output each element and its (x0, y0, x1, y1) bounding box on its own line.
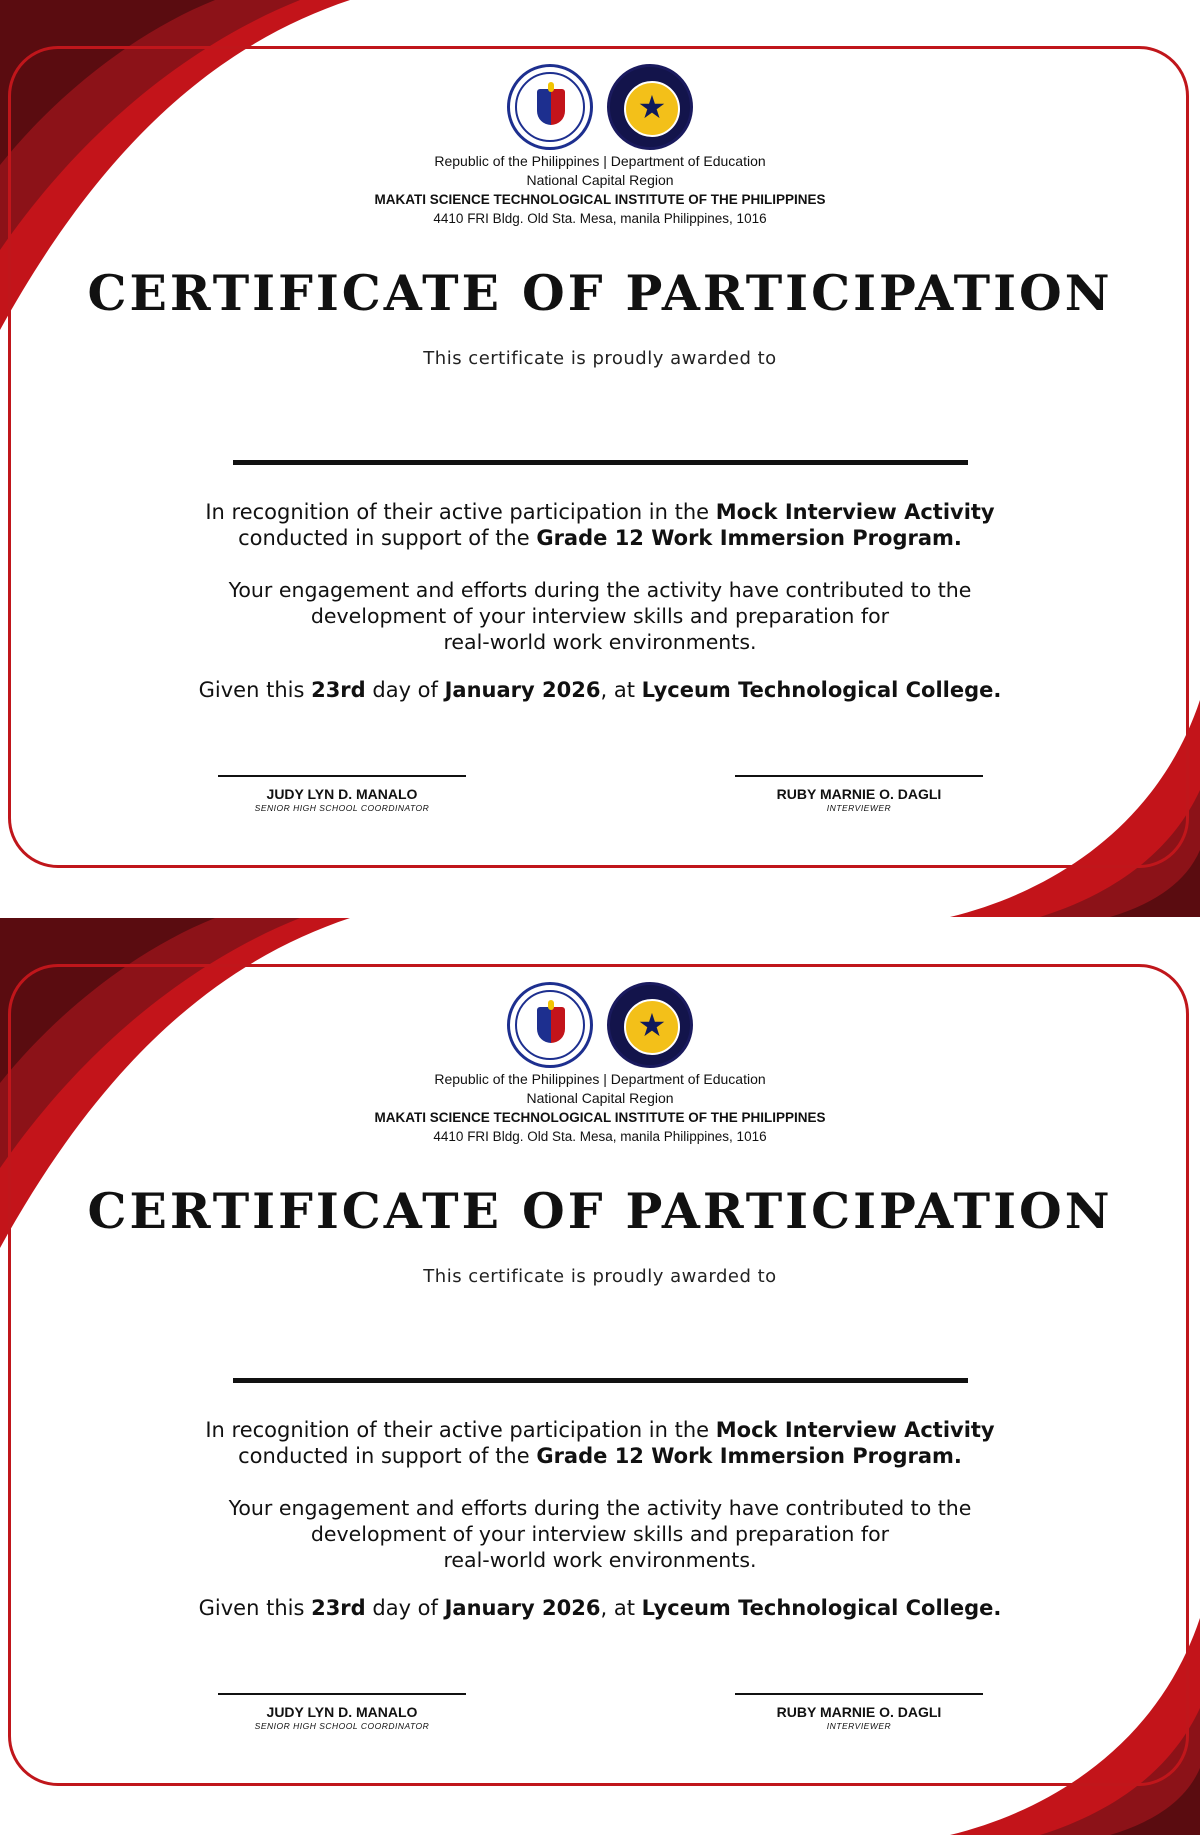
header-school-name: MAKATI SCIENCE TECHNOLOGICAL INSTITUTE OF THE PHILIPPINES (374, 192, 826, 207)
header-address: 4410 FRI Bldg. Old Sta. Mesa, manila Philippines, 1016 (433, 211, 767, 226)
signatory-name: RUBY MARNIE O. DAGLI (776, 1704, 942, 1720)
signatory-name: JUDY LYN D. MANALO (266, 1704, 418, 1720)
signatory-name: RUBY MARNIE O. DAGLI (776, 786, 942, 802)
signatory-role: INTERVIEWER (826, 803, 892, 813)
recipient-name-line (233, 460, 968, 465)
signatory-role: SENIOR HIGH SCHOOL COORDINATOR (254, 803, 430, 813)
awarded-to-text: This certificate is proudly awarded to (423, 1266, 777, 1287)
certificate-1 (0, 0, 1200, 917)
recognition-paragraph: In recognition of their active participation in the Mock Interview Activity conducted in support of the Grade 12 Work Immersion Program. (205, 1418, 995, 1468)
deped-seal-icon (507, 982, 593, 1068)
given-date-paragraph: Given this 23rd day of January 2026, at Lyceum Technological College. (198, 1596, 1002, 1620)
header-school-name: MAKATI SCIENCE TECHNOLOGICAL INSTITUTE OF THE PHILIPPINES (374, 1110, 826, 1125)
deped-seal-icon (507, 64, 593, 150)
signatory-coordinator (218, 1693, 466, 1731)
signatory-interviewer (735, 775, 983, 813)
signatory-coordinator (218, 775, 466, 813)
header-line-2: National Capital Region (526, 172, 674, 188)
header-line-2: National Capital Region (526, 1090, 674, 1106)
logos (0, 64, 1200, 150)
awarded-to-text: This certificate is proudly awarded to (423, 348, 777, 369)
signature-line (735, 775, 983, 777)
header-line-1: Republic of the Philippines | Department of Education (434, 1071, 766, 1087)
certificate-title: CERTIFICATE OF PARTICIPATION (87, 264, 1113, 322)
signatory-interviewer (735, 1693, 983, 1731)
header-line-1: Republic of the Philippines | Department of Education (434, 153, 766, 169)
signature-line (218, 1693, 466, 1695)
certificate-title: CERTIFICATE OF PARTICIPATION (87, 1182, 1113, 1240)
header-address: 4410 FRI Bldg. Old Sta. Mesa, manila Philippines, 1016 (433, 1129, 767, 1144)
recognition-paragraph: In recognition of their active participation in the Mock Interview Activity conducted in support of the Grade 12 Work Immersion Program. (205, 500, 995, 550)
school-seal-icon: ★ (607, 982, 693, 1068)
logos (0, 982, 1200, 1068)
recipient-name-line (233, 1378, 968, 1383)
signatory-role: INTERVIEWER (826, 1721, 892, 1731)
signatory-role: SENIOR HIGH SCHOOL COORDINATOR (254, 1721, 430, 1731)
signature-line (218, 775, 466, 777)
engagement-paragraph: Your engagement and efforts during the activity have contributed to the development of your interview skills and preparation for real-world work environments. (228, 1496, 972, 1572)
certificate-2 (0, 918, 1200, 1835)
signatory-name: JUDY LYN D. MANALO (266, 786, 418, 802)
signature-line (735, 1693, 983, 1695)
school-seal-icon: ★ (607, 64, 693, 150)
given-date-paragraph: Given this 23rd day of January 2026, at Lyceum Technological College. (198, 678, 1002, 702)
engagement-paragraph: Your engagement and efforts during the activity have contributed to the development of your interview skills and preparation for real-world work environments. (228, 578, 972, 654)
